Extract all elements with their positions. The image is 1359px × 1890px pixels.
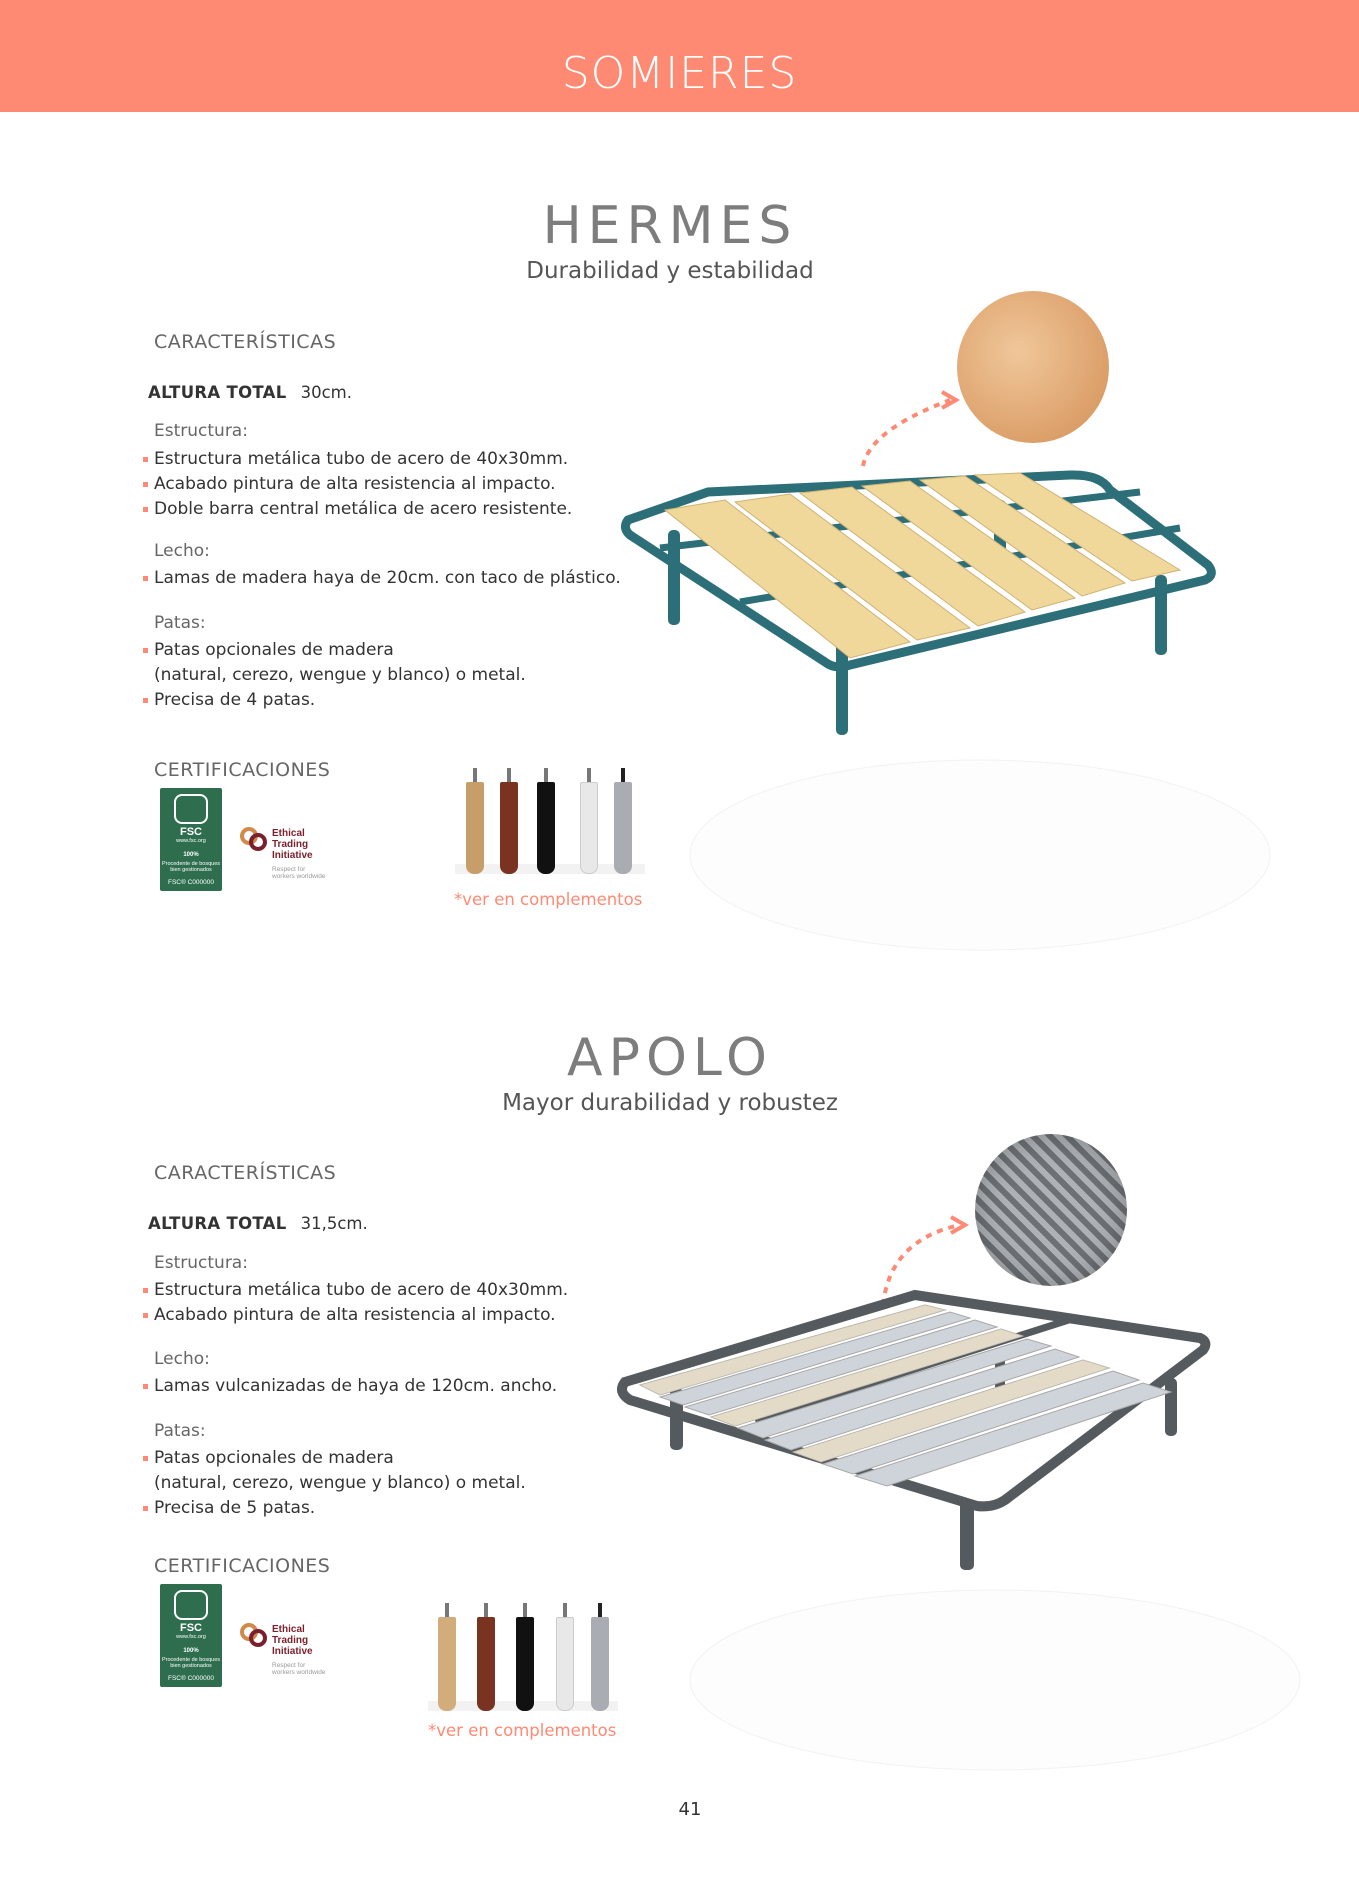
bullet-icon	[143, 1288, 148, 1293]
bullet-icon	[143, 576, 148, 581]
bullet-icon	[143, 1313, 148, 1318]
leg-white	[580, 782, 598, 874]
leg-metal	[591, 1617, 609, 1711]
certifications-label: CERTIFICACIONES	[154, 759, 331, 781]
bullet-icon	[143, 648, 148, 653]
structure-item: Acabado pintura de alta resistencia al impacto.	[154, 1305, 556, 1325]
legs-item: Precisa de 5 patas.	[154, 1498, 315, 1518]
certifications-label: CERTIFICACIONES	[154, 1555, 331, 1577]
bullet-icon	[143, 507, 148, 512]
bullet-icon	[143, 1456, 148, 1461]
fsc-logo: FSC www.fsc.org 100% Procedente de bosques bien gestionados FSC® C000000	[160, 1584, 222, 1687]
leg-cherry	[500, 782, 518, 874]
legs-label: Patas:	[154, 1421, 206, 1441]
complement-note: *ver en complementos	[428, 1721, 617, 1740]
total-height-label: ALTURA TOTAL	[148, 383, 287, 402]
structure-label: Estructura:	[154, 421, 248, 441]
bed-label: Lecho:	[154, 541, 210, 561]
features-label: CARACTERÍSTICAS	[154, 331, 337, 353]
total-height-value: 31,5cm.	[300, 1214, 368, 1233]
features-label: CARACTERÍSTICAS	[154, 1162, 337, 1184]
leg-wenge	[516, 1617, 534, 1711]
structure-item: Doble barra central metálica de acero resistente.	[154, 499, 572, 519]
product-subtitle-hermes: Durabilidad y estabilidad	[526, 258, 814, 284]
product-subtitle-apolo: Mayor durabilidad y robustez	[502, 1090, 838, 1116]
complement-note: *ver en complementos	[454, 890, 643, 909]
leg-natural	[466, 782, 484, 874]
product-name-hermes: HERMES	[542, 196, 798, 256]
leg-samples	[455, 768, 645, 878]
eti-knot-icon	[238, 826, 270, 854]
hermes-bed-frame-image	[620, 380, 1220, 750]
eti-logo: Ethical Trading Initiative Respect for workers worldwide	[238, 826, 328, 886]
bullet-icon	[143, 482, 148, 487]
legs-item: Precisa de 4 patas.	[154, 690, 315, 710]
legs-item-continued: (natural, cerezo, wengue y blanco) o metal.	[154, 665, 526, 685]
total-height	[148, 1214, 368, 1233]
legs-item-continued: (natural, cerezo, wengue y blanco) o metal.	[154, 1473, 526, 1493]
structure-item: Estructura metálica tubo de acero de 40x30mm.	[154, 449, 568, 469]
fsc-logo: FSC www.fsc.org 100% Procedente de bosques bien gestionados FSC® C000000	[160, 788, 222, 891]
bed-item: Lamas de madera haya de 20cm. con taco de plástico.	[154, 568, 621, 588]
leg-metal	[614, 782, 632, 874]
eti-logo: Ethical Trading Initiative Respect for workers worldwide	[238, 1622, 328, 1682]
page-number: 41	[678, 1799, 702, 1820]
eti-knot-icon	[238, 1622, 270, 1650]
total-height-value: 30cm.	[300, 383, 352, 402]
legs-item: Patas opcionales de madera	[154, 640, 394, 660]
bullet-icon	[143, 698, 148, 703]
legs-label: Patas:	[154, 613, 206, 633]
bullet-icon	[143, 1384, 148, 1389]
structure-item: Acabado pintura de alta resistencia al impacto.	[154, 474, 556, 494]
structure-label: Estructura:	[154, 1253, 248, 1273]
product-name-apolo: APOLO	[567, 1028, 773, 1088]
structure-item: Estructura metálica tubo de acero de 40x30mm.	[154, 1280, 568, 1300]
bullet-icon	[143, 1506, 148, 1511]
tree-icon	[174, 1590, 208, 1620]
page-title: SOMIERES	[561, 48, 798, 99]
leg-white	[556, 1617, 574, 1711]
apolo-bed-frame-image	[615, 1200, 1215, 1580]
leg-wenge	[537, 782, 555, 874]
tree-icon	[174, 794, 208, 824]
leg-cherry	[477, 1617, 495, 1711]
apolo-shadow	[675, 1585, 1315, 1785]
bullet-icon	[143, 457, 148, 462]
bed-label: Lecho:	[154, 1349, 210, 1369]
bed-item: Lamas vulcanizadas de haya de 120cm. ancho.	[154, 1376, 557, 1396]
total-height-label: ALTURA TOTAL	[148, 1214, 287, 1233]
leg-natural	[438, 1617, 456, 1711]
total-height	[148, 383, 352, 402]
hermes-shadow	[680, 755, 1280, 965]
leg-samples	[428, 1603, 618, 1715]
legs-item: Patas opcionales de madera	[154, 1448, 394, 1468]
